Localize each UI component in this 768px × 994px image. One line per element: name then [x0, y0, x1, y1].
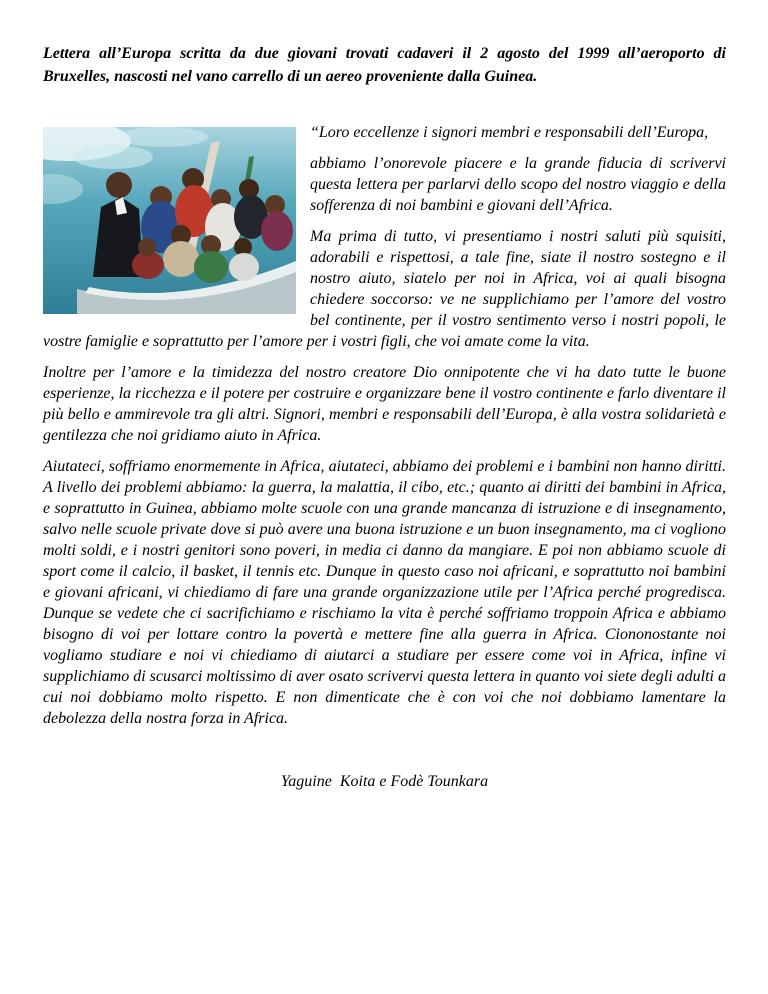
paragraph: abbiamo l’onorevole piacere e la grande fiducia di scrivervi questa lettera per parlarvi dello scopo del nostro viaggio e della sofferenza di noi bambini e giovani dell’Africa.: [310, 155, 726, 215]
paragraph: Aiutateci, soffriamo enormemente in Africa, aiutateci, abbiamo dei problemi e i bambini non hanno diritti. A livello dei problemi abbiamo: la guerra, la malattia, il cibo, etc.; quanto ai diritti dei bambini in Africa, e soprattutto in Guinea, abbiamo molte scuole con una grande mancanza di istruzione e di insegnamento, salvo nelle scuole private dove si può avere una buona istruzione e un buon insegnamento, ma ci vogliono molti soldi, e i nostri genitori sono poveri, in media ci danno da mangiare. E poi non abbiamo scuole di sport come il calcio, il basket, il tennis etc. Dunque in questo caso noi africani, e soprattutto noi bambini e giovani africani, vi chiediamo di fare una grande organizzazione utile per l’Africa perché progredisca. Dunque se vedete che ci sacrifichiamo e rischiamo la vita è perché soffriamo troppoin Africa e abbiamo bisogno di voi per lottare contro la povertà e mettere fine alla guerra in Africa. Ciononostante noi vogliamo studiare e noi vi chiediamo di aiutarci a studiare per essere come voi in Africa, infine vi supplichiamo di scusarci moltissimo di aver osato scrivervi questa lettera in quanto voi siete degli adulti a cui noi dobbiamo molto rispetto. E non dimenticate che è con voi che noi dobbiamo lamentare la debolezza della nostra forza in Africa.: [43, 458, 726, 728]
signature-line: Yaguine Koita e Fodè Tounkara: [280, 773, 489, 791]
boat-photo-illustration: [43, 127, 296, 314]
paragraph: Inoltre per l’amore e la timidezza del nostro creatore Dio onnipotente che vi ha dato tutte le buone esperienze, la ricchezza e il potere per costruire e organizzare bene il vostro continente e farlo diventare il più bello e ammirevole tra gli altri. Signori, membri e responsabili dell’Europa, è alla vostra solidarietà e gentilezza che noi gridiamo aiuto in Africa.: [43, 364, 726, 445]
migrants-boat-photo: [43, 127, 296, 314]
paragraph-salutation: “Loro eccellenze i signori membri e responsabili dell’Europa,: [310, 124, 709, 142]
document-title: Lettera all’Europa scritta da due giovani trovati cadaveri il 2 agosto del 1999 all’aeroporto di Bruxelles, nascosti nel vano carrello di un aereo proveniente dalla Guinea.: [43, 45, 726, 86]
paragraph: Ma prima di tutto, vi presentiamo i nostri saluti più squisiti, adorabili e rispettosi, a tale fine, siate il nostro sostegno e il nostro aiuto, siatelo per noi in Africa, voi ai quali bisogna chiedere soccorso: ve ne supplichiamo per l’amore del vostro bel continente, per il vostro sentimento verso i nostri popoli, le vostre famiglie e soprattutto per l’amore per i vostri figli, che voi amate come la vita.: [43, 228, 726, 351]
